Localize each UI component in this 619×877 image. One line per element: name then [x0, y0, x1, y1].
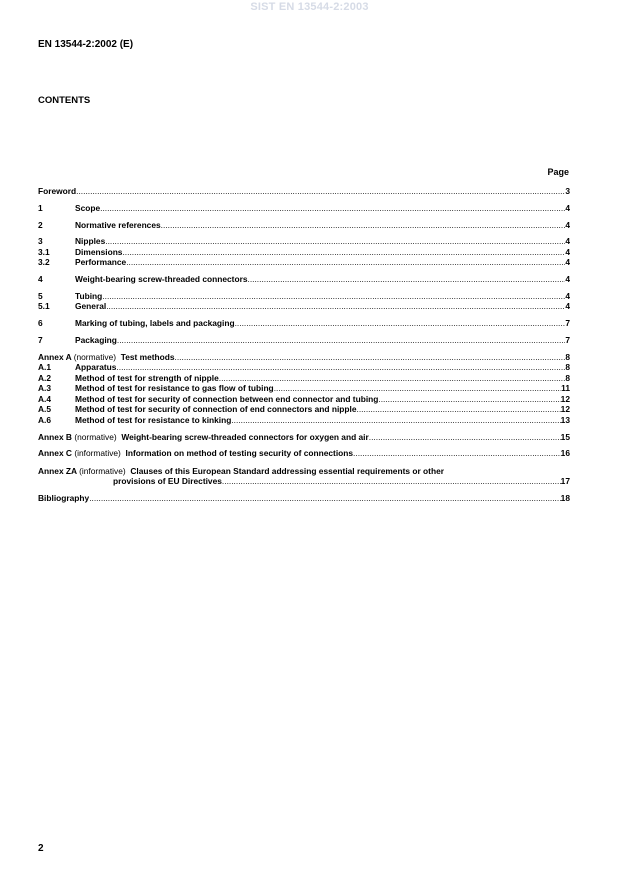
toc-entry-dimensions[interactable]: [38, 247, 570, 258]
document-id: EN 13544-2:2002 (E): [38, 39, 134, 50]
toc-number: A.2: [38, 372, 52, 383]
toc-page: 17: [560, 476, 570, 487]
toc-entry-annex-c[interactable]: [38, 448, 570, 459]
dot-leader: [76, 186, 565, 197]
toc-page: 4: [565, 290, 570, 301]
toc-entry-apparatus[interactable]: [38, 362, 570, 373]
toc-number: 3.2: [38, 257, 50, 268]
toc-page: 4: [565, 219, 570, 230]
dot-leader: [274, 383, 561, 394]
annex-title-line2: provisions of EU Directives: [113, 476, 222, 487]
toc-number: 6: [38, 318, 43, 329]
toc-number: A.6: [38, 414, 52, 425]
watermark: SIST EN 13544-2:2003: [250, 1, 369, 13]
page-number: 2: [38, 843, 44, 854]
toc-page: 15: [560, 431, 570, 442]
toc-page: 7: [565, 335, 570, 346]
annex-title: Test methods: [120, 351, 175, 362]
toc-entry-performance[interactable]: [38, 257, 570, 268]
dot-leader: [117, 335, 565, 346]
toc-page: 4: [565, 301, 570, 312]
toc-number: 1: [38, 202, 43, 213]
dot-leader: [231, 415, 560, 426]
toc-page: 4: [565, 274, 570, 285]
toc-number: 5: [38, 290, 43, 301]
toc-page: 3: [565, 186, 570, 196]
toc-entry-end-connectors-nipple[interactable]: [38, 404, 570, 415]
toc-title: Marking of tubing, labels and packaging: [75, 318, 235, 329]
toc-entry-weight-bearing-connectors[interactable]: [38, 274, 570, 285]
toc-number: 5.1: [38, 301, 50, 312]
dot-leader: [102, 291, 565, 302]
toc-entry-kinking[interactable]: [38, 415, 570, 426]
toc-entry-annex-b[interactable]: [38, 432, 570, 443]
toc-page: 7: [565, 318, 570, 329]
toc-page: 12: [560, 393, 570, 404]
toc-entry-strength-of-nipple[interactable]: [38, 373, 570, 384]
annex-type: (normative): [74, 431, 117, 442]
toc-number: A.5: [38, 404, 52, 415]
dot-leader: [222, 476, 561, 487]
toc-title: Normative references: [75, 219, 161, 230]
toc-page: 8: [565, 351, 570, 362]
dot-leader: [100, 203, 565, 214]
toc-title: Foreword: [38, 186, 77, 196]
toc-entry-annex-za[interactable]: [38, 465, 570, 476]
dot-leader: [378, 394, 560, 405]
toc-page: 11: [561, 383, 570, 394]
dot-leader: [89, 493, 560, 504]
toc-number: A.3: [38, 383, 52, 394]
toc-page: 13: [560, 414, 570, 425]
toc-number: A.4: [38, 393, 52, 404]
toc-title: [38, 352, 175, 363]
toc-page: 8: [565, 372, 570, 383]
dot-leader: [219, 373, 566, 384]
toc-title: Dimensions: [75, 246, 123, 257]
toc-title: Weight-bearing screw-threaded connectors: [75, 274, 248, 285]
dot-leader: [116, 362, 565, 373]
toc-title: Method of test for security of connection between end connector and tubing: [75, 393, 379, 404]
dot-leader: [106, 301, 565, 312]
dot-leader: [161, 220, 566, 231]
toc-entry-packaging[interactable]: [38, 335, 570, 346]
toc-entry-nipples[interactable]: [38, 236, 570, 247]
toc-title: Packaging: [75, 335, 117, 346]
dot-leader: [122, 247, 565, 258]
table-of-contents: [38, 186, 570, 510]
toc-title: Method of test for strength of nipple: [75, 372, 219, 383]
toc-title: Scope: [75, 202, 101, 213]
dot-leader: [248, 274, 566, 285]
annex-title: Information on method of testing security of connections: [125, 448, 354, 459]
dot-leader: [175, 352, 566, 363]
toc-title: Method of test for resistance to gas flow of tubing: [75, 383, 274, 394]
toc-title: Tubing: [75, 290, 103, 301]
toc-entry-marking[interactable]: [38, 318, 570, 329]
toc-number: A.1: [38, 362, 52, 373]
toc-number: 7: [38, 335, 43, 346]
toc-number: 4: [38, 274, 43, 285]
toc-page: 4: [565, 202, 570, 213]
annex-label: Annex A: [38, 351, 72, 362]
toc-title: [38, 466, 444, 477]
toc-page: 16: [560, 448, 570, 459]
annex-label: Annex C: [38, 448, 72, 459]
annex-type: (informative): [79, 465, 126, 476]
page-column-label: Page: [547, 167, 569, 177]
toc-entry-tubing[interactable]: [38, 291, 570, 302]
contents-heading: CONTENTS: [38, 95, 91, 106]
toc-entry-general[interactable]: [38, 301, 570, 312]
toc-title: Method of test for resistance to kinking: [75, 414, 232, 425]
dot-leader: [353, 448, 561, 459]
toc-number: 3: [38, 236, 43, 247]
toc-number: 3.1: [38, 246, 50, 257]
toc-page: 4: [565, 236, 570, 247]
annex-title-line1: Clauses of this European Standard addressing essential requirements or other: [130, 465, 444, 476]
toc-title: [38, 448, 353, 459]
annex-label: Annex B: [38, 431, 72, 442]
toc-entry-annex-za-continued[interactable]: [38, 476, 570, 487]
toc-page: 18: [560, 493, 570, 504]
toc-entry-bibliography[interactable]: [38, 493, 570, 504]
toc-entry-end-connector-tubing[interactable]: [38, 394, 570, 405]
toc-title: Apparatus: [75, 362, 117, 373]
toc-page: 4: [565, 246, 570, 257]
toc-number: 2: [38, 219, 43, 230]
annex-type: (informative): [74, 448, 121, 459]
toc-entry-annex-a[interactable]: [38, 352, 570, 363]
dot-leader: [369, 432, 561, 443]
toc-page: 8: [565, 362, 570, 373]
toc-page: 12: [560, 404, 570, 415]
annex-type: (normative): [73, 351, 117, 362]
toc-title: Performance: [75, 257, 127, 268]
toc-title: Method of test for security of connection of end connectors and nipple: [75, 404, 357, 415]
dot-leader: [235, 318, 566, 329]
toc-page: 4: [565, 257, 570, 268]
annex-label: Annex ZA: [38, 465, 77, 476]
annex-title: Weight-bearing screw-threaded connectors for oxygen and air: [121, 431, 369, 442]
toc-title: Nipples: [75, 236, 106, 247]
dot-leader: [357, 404, 561, 415]
toc-title: Bibliography: [38, 493, 90, 504]
dot-leader: [126, 257, 565, 268]
toc-entry-scope[interactable]: [38, 203, 570, 214]
toc-entry-foreword[interactable]: [38, 186, 570, 197]
toc-title: General: [75, 301, 107, 312]
dot-leader: [105, 236, 565, 247]
toc-entry-normative-references[interactable]: [38, 220, 570, 231]
toc-title: [38, 432, 369, 443]
toc-entry-gas-flow-resistance[interactable]: [38, 383, 570, 394]
